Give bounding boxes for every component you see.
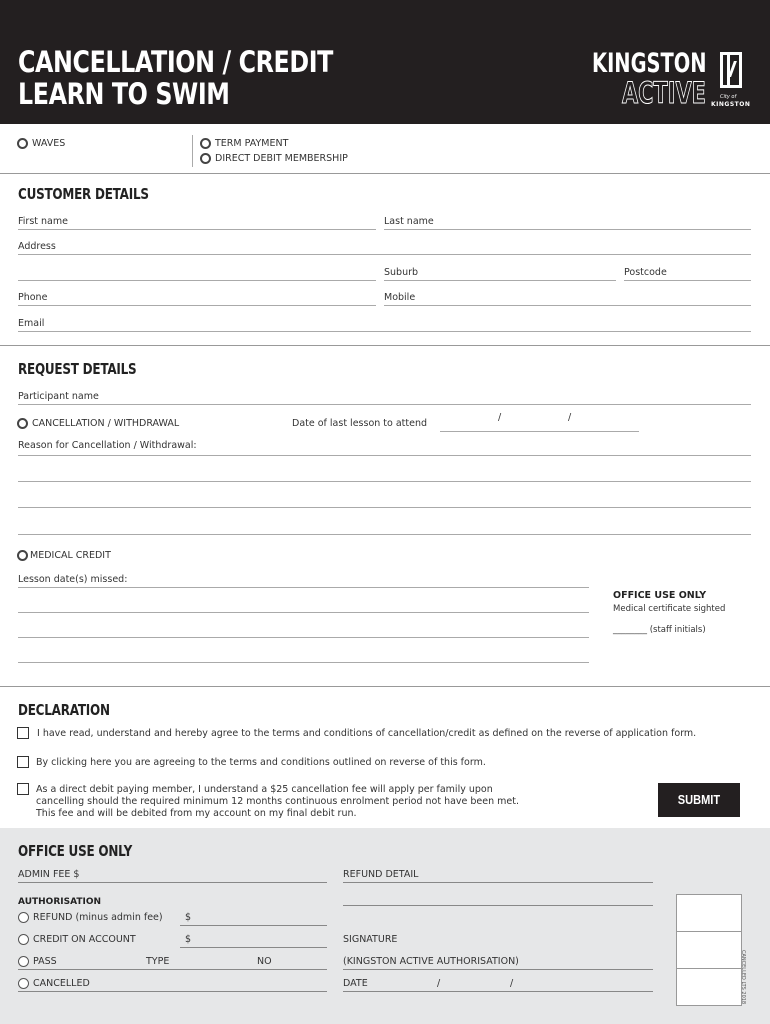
cancelled-label: CANCELLED bbox=[33, 978, 90, 989]
refund-dollar-label: $ bbox=[185, 912, 192, 923]
first-name-label: First name bbox=[18, 216, 68, 227]
refund-label: REFUND (minus admin fee) bbox=[33, 912, 163, 923]
refund-detail-label: REFUND DETAIL bbox=[343, 869, 419, 880]
date-last-lesson-label: Date of last lesson to attend bbox=[292, 418, 428, 429]
section-divider bbox=[0, 173, 770, 174]
medical-credit-radio[interactable] bbox=[17, 550, 28, 561]
type-label: TYPE bbox=[146, 956, 170, 967]
pass-radio[interactable] bbox=[18, 956, 29, 967]
address-label: Address bbox=[18, 241, 56, 252]
fee-text-line-3: This fee and will be debited from my account on my final debit run. bbox=[36, 808, 357, 819]
reason-field-line-2[interactable] bbox=[18, 481, 751, 482]
credit-on-account-label: CREDIT ON ACCOUNT bbox=[33, 934, 136, 945]
admin-fee-field[interactable] bbox=[18, 882, 327, 883]
reason-field-line-1[interactable] bbox=[18, 455, 751, 456]
credit-amount-field[interactable] bbox=[180, 947, 327, 948]
mobile-label: Mobile bbox=[384, 292, 416, 303]
agree-terms-text: I have read, understand and hereby agree to the terms and conditions of cancellation/credit as defined on the reverse of application form. bbox=[37, 728, 697, 739]
lesson-dates-field-line-2[interactable] bbox=[18, 612, 589, 613]
submit-button[interactable] bbox=[658, 783, 740, 817]
cancelled-radio[interactable] bbox=[18, 978, 29, 989]
title-line-2: LEARN TO SWIM bbox=[18, 77, 230, 111]
city-name-label: KINGSTON bbox=[711, 101, 751, 108]
refund-amount-field[interactable] bbox=[180, 925, 327, 926]
waves-label: WAVES bbox=[32, 138, 66, 149]
form-title bbox=[18, 46, 333, 110]
direct-debit-label: DIRECT DEBIT MEMBERSHIP bbox=[215, 153, 348, 164]
agree-reverse-checkbox[interactable] bbox=[17, 756, 29, 768]
signature-field[interactable] bbox=[343, 969, 653, 970]
stamp-box bbox=[677, 932, 741, 969]
refund-detail-field-line-2[interactable] bbox=[343, 905, 653, 906]
agree-reverse-text: By clicking here you are agreeing to the terms and conditions outlined on reverse of this form. bbox=[36, 757, 486, 768]
fee-text-line-1: As a direct debit paying member, I understand a $25 cancellation fee will apply per family upon bbox=[36, 784, 493, 795]
no-label: NO bbox=[257, 956, 272, 967]
last-name-label: Last name bbox=[384, 216, 434, 227]
section-divider bbox=[0, 345, 770, 346]
date-label: DATE bbox=[343, 978, 368, 989]
cancellation-label: CANCELLATION / WITHDRAWAL bbox=[32, 418, 180, 429]
office-date-separator-2: / bbox=[510, 978, 514, 989]
participant-name-field[interactable] bbox=[18, 404, 751, 405]
refund-detail-field[interactable] bbox=[343, 882, 653, 883]
email-field[interactable] bbox=[18, 331, 751, 332]
office-use-small-heading: OFFICE USE ONLY bbox=[613, 590, 707, 601]
address-field[interactable] bbox=[18, 254, 751, 255]
option-divider bbox=[192, 135, 193, 167]
phone-field[interactable] bbox=[18, 305, 376, 306]
waves-radio[interactable] bbox=[17, 138, 28, 149]
stamp-boxes bbox=[676, 894, 742, 1006]
lesson-dates-label: Lesson date(s) missed: bbox=[18, 574, 128, 585]
form-code: CANCELLED LTS 2018 bbox=[740, 950, 746, 1005]
credit-dollar-label: $ bbox=[185, 934, 192, 945]
date-separator-2: / bbox=[568, 412, 572, 423]
logo-active-text: ACTIVE bbox=[622, 76, 706, 110]
office-date-field[interactable] bbox=[343, 991, 653, 992]
lesson-dates-field-line-1[interactable] bbox=[18, 587, 589, 588]
medical-credit-label: MEDICAL CREDIT bbox=[30, 550, 111, 561]
declaration-heading: DECLARATION bbox=[18, 701, 110, 719]
fee-text-line-2: cancelling should the required minimum 12 months continuous enrolment period not have been met. bbox=[36, 796, 520, 807]
city-of-kingston-logo-icon bbox=[720, 52, 742, 88]
direct-debit-radio[interactable] bbox=[200, 153, 211, 164]
logo-kingston-text: KINGSTON bbox=[592, 48, 707, 79]
city-of-label: City of bbox=[720, 94, 737, 100]
term-payment-label: TERM PAYMENT bbox=[215, 138, 289, 149]
pass-details-field[interactable] bbox=[18, 969, 327, 970]
participant-name-label: Participant name bbox=[18, 391, 99, 402]
cancelled-field[interactable] bbox=[18, 991, 327, 992]
customer-details-heading: CUSTOMER DETAILS bbox=[18, 185, 149, 203]
suburb-label: Suburb bbox=[384, 267, 419, 278]
reason-field-line-4[interactable] bbox=[18, 534, 751, 535]
medical-certificate-label: Medical certificate sighted bbox=[613, 604, 726, 614]
postcode-label: Postcode bbox=[624, 267, 667, 278]
agree-terms-checkbox[interactable] bbox=[17, 727, 29, 739]
section-divider bbox=[0, 686, 770, 687]
lesson-dates-field-line-4[interactable] bbox=[18, 662, 589, 663]
credit-on-account-radio[interactable] bbox=[18, 934, 29, 945]
request-details-heading: REQUEST DETAILS bbox=[18, 360, 137, 378]
first-name-field[interactable] bbox=[18, 229, 376, 230]
stamp-box bbox=[677, 969, 741, 1006]
suburb-field[interactable] bbox=[384, 280, 616, 281]
phone-label: Phone bbox=[18, 292, 48, 303]
mobile-field[interactable] bbox=[384, 305, 751, 306]
direct-debit-fee-text bbox=[36, 784, 519, 820]
authorisation-heading: AUTHORISATION bbox=[18, 897, 102, 907]
term-payment-radio[interactable] bbox=[200, 138, 211, 149]
office-use-heading: OFFICE USE ONLY bbox=[18, 842, 133, 860]
lesson-dates-field-line-3[interactable] bbox=[18, 637, 589, 638]
postcode-field[interactable] bbox=[624, 280, 751, 281]
direct-debit-fee-checkbox[interactable] bbox=[17, 783, 29, 795]
admin-fee-label: ADMIN FEE $ bbox=[18, 869, 80, 880]
reason-label: Reason for Cancellation / Withdrawal: bbox=[18, 440, 197, 451]
last-name-field[interactable] bbox=[384, 229, 751, 230]
date-last-lesson-field[interactable] bbox=[440, 431, 639, 432]
title-line-1: CANCELLATION / CREDIT bbox=[18, 45, 333, 79]
address-field-line-2[interactable] bbox=[18, 280, 376, 281]
reason-field-line-3[interactable] bbox=[18, 507, 751, 508]
cancellation-radio[interactable] bbox=[17, 418, 28, 429]
email-label: Email bbox=[18, 318, 45, 329]
refund-radio[interactable] bbox=[18, 912, 29, 923]
stamp-box bbox=[677, 895, 741, 932]
office-date-separator-1: / bbox=[437, 978, 441, 989]
pass-label: PASS bbox=[33, 956, 57, 967]
submit-label: SUBMIT bbox=[677, 792, 721, 807]
staff-initials-field[interactable]: ________ (staff initials) bbox=[613, 625, 706, 635]
signature-label: SIGNATURE bbox=[343, 934, 398, 945]
kingston-authorisation-label: (KINGSTON ACTIVE AUTHORISATION) bbox=[343, 956, 519, 967]
date-separator-1: / bbox=[498, 412, 502, 423]
